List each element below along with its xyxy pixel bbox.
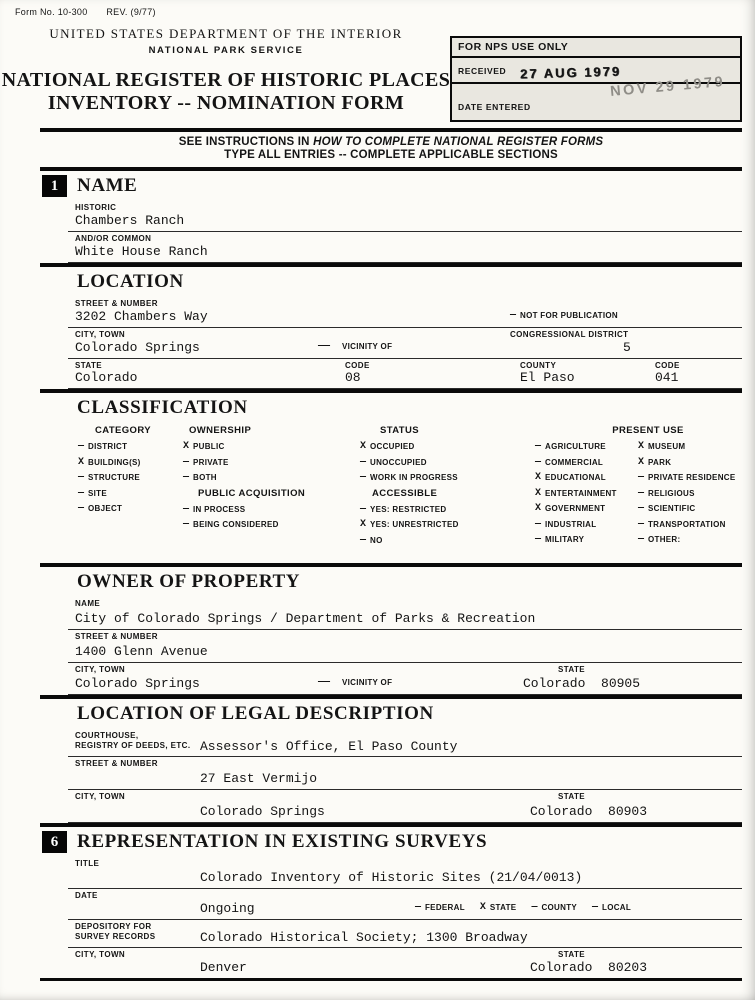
checkbox-label: SCIENTIFIC [648,504,696,514]
public-acquisition-header: PUBLIC ACQUISITION [198,487,306,499]
section-6-number-badge: 6 [42,831,67,853]
checkbox-federal [415,902,465,913]
state-value: Colorado [75,370,138,385]
department-title: UNITED STATES DEPARTMENT OF THE INTERIOR [49,26,403,41]
checkbox-mark: — [638,534,645,546]
checkbox-label: MILITARY [545,535,585,545]
checkbox-label: IN PROCESS [193,504,246,514]
common-name-field [68,232,742,263]
checkbox-unoccupied [360,455,535,471]
checkbox-label: EDUCATIONAL [545,473,606,483]
checkbox-mark: — [78,472,85,484]
section-name-header [40,171,742,201]
checkbox-mark: X [535,472,542,484]
checkbox-label: OCCUPIED [370,442,415,452]
checkbox-label: YES: UNRESTRICTED [370,520,459,530]
checkbox-label: COMMERCIAL [545,457,604,467]
courthouse-label-line2: REGISTRY OF DEEDS, ETC. [75,741,191,750]
checkbox-mark: — [360,472,367,484]
city-value: Colorado Springs [75,340,200,355]
state-county-row [68,359,742,389]
checkbox-mark: — [638,518,645,530]
survey-date-label: DATE [75,891,98,900]
instructions-line1 [40,136,742,149]
checkbox-mark: — [535,441,542,453]
checkbox-label: RELIGIOUS [648,488,695,498]
checkbox-mark: X [638,441,645,453]
checkbox-label: LOCAL [602,903,632,912]
historic-label: HISTORIC [75,203,117,212]
section-name [40,167,742,263]
nps-use-only-box [450,36,742,122]
street-value: 3202 Chambers Way [75,309,208,324]
form-revision: REV. (9/77) [106,7,156,17]
checkbox-mark: — [360,456,367,468]
owner-name-label: NAME [75,599,101,608]
checkbox-mark: — [183,456,190,468]
state-code-column [345,359,465,388]
checkbox-entertainment [535,486,635,502]
section-surveys [40,823,742,981]
survey-title-value: Colorado Inventory of Historic Sites (21/04/0013) [200,870,583,885]
historic-name-field [68,201,742,232]
checkbox-label: AGRICULTURE [545,442,606,452]
county-code-value: 041 [655,370,679,385]
legal-city-label: CITY, TOWN [75,792,126,801]
vicinity-flag [318,677,392,688]
checkbox-label: PRIVATE [193,457,229,467]
checkbox-mark: — [592,902,599,913]
received-label: RECEIVED [458,66,507,76]
county-code-column [655,359,745,388]
checkbox-mark: —— [318,677,331,688]
courthouse-field [68,729,742,757]
section-classification-header [40,393,742,423]
checkbox-label: SITE [88,488,107,498]
checkbox-mark: — [78,441,85,453]
checkbox-religious [638,486,755,502]
header-title-block [0,26,452,115]
county-value: El Paso [520,370,575,385]
checkbox-park [638,455,755,471]
section-surveys-header [40,827,742,857]
checkbox-mark: — [183,503,190,515]
checkbox-label: OTHER: [648,535,681,545]
checkbox-mark: — [638,472,645,484]
owner-state-value: Colorado 80905 [523,676,641,691]
checkbox-in-process [183,502,358,518]
checkbox-mark: X [479,902,486,913]
owner-city-label: CITY, TOWN [75,665,126,674]
instructions-line2: TYPE ALL ENTRIES -- COMPLETE APPLICABLE SECTIONS [224,149,558,161]
checkbox-mark: — [183,472,190,484]
checkbox-mark: X [360,441,367,453]
checkbox-educational [535,470,635,486]
register-title-line1: NATIONAL REGISTER OF HISTORIC PLACES [1,69,451,91]
checkbox-label: TRANSPORTATION [648,519,726,529]
checkbox-public [183,439,358,455]
survey-date-field [68,889,742,920]
form-number-row [0,7,755,17]
survey-city-label: CITY, TOWN [75,950,126,959]
date-entered-label: DATE ENTERED [458,102,531,112]
legal-street-value: 27 East Vermijo [200,771,318,786]
section-legal-header [40,699,742,729]
checkbox-label: INDUSTRIAL [545,519,597,529]
legal-street-label: STREET & NUMBER [75,759,158,768]
historic-value: Chambers Ranch [75,213,185,228]
checkbox-label: STRUCTURE [88,473,141,483]
checkbox-mark: — [78,487,85,499]
checkbox-mark: — [535,534,542,546]
checkbox-label: GOVERNMENT [545,504,606,514]
congressional-district-label: CONGRESSIONAL DISTRICT [510,330,629,339]
received-date-stamp: 27 AUG 1979 [519,63,622,82]
legal-city-value: Colorado Springs [200,804,325,819]
checkbox-label: COUNTY [541,903,578,912]
date-entered-stamp: NOV 29 1979 [609,74,726,100]
section-owner-header [40,567,742,597]
street-label: STREET & NUMBER [75,299,158,308]
checkbox-district [78,439,188,455]
courthouse-label-line1: COURTHOUSE, [75,731,139,740]
checkbox-work-in-progress [360,470,535,486]
checkbox-mark: — [360,534,367,546]
checkbox-label: BUILDING(S) [88,457,141,467]
state-column [75,359,330,388]
nps-box-title: FOR NPS USE ONLY [452,38,740,58]
checkbox-structure [78,470,188,486]
county-column [520,359,640,388]
legal-state-value: Colorado 80903 [530,804,648,819]
checkbox-mark: — [510,310,517,321]
section-3-heading: CLASSIFICATION [77,397,248,418]
section-4-heading: OWNER OF PROPERTY [77,571,301,592]
form-header [0,0,755,128]
section-5-heading: LOCATION OF LEGAL DESCRIPTION [77,703,434,724]
survey-level-flags [415,902,631,913]
checkbox-label: BOTH [193,473,217,483]
checkbox-mark: — [183,519,190,531]
checkbox-label: PARK [648,457,672,467]
legal-state-label: STATE [558,792,586,801]
checkbox-military [535,532,635,548]
owner-city-value: Colorado Springs [75,676,200,691]
checkbox-government [535,501,635,517]
checkbox-label: OBJECT [88,504,123,514]
checkbox-mark: — [415,902,422,913]
owner-state-label: STATE [558,665,586,674]
survey-date-value: Ongoing [200,901,255,916]
checkbox-mark: —— [318,341,331,352]
instructions-prefix: SEE INSTRUCTIONS IN [178,136,314,148]
owner-street-value: 1400 Glenn Avenue [75,644,208,659]
status-column [360,423,535,548]
state-label: STATE [75,361,103,370]
checkbox-industrial [535,517,635,533]
checkbox-state [480,902,517,913]
checkbox-other [638,532,755,548]
form-body [40,128,742,981]
owner-city-field [68,663,742,695]
section-classification [40,389,742,563]
checkbox-site [78,486,188,502]
checkbox-mark: — [535,456,542,468]
checkbox-occupied [360,439,535,455]
code-label: CODE [345,361,370,370]
owner-name-field [68,597,742,630]
checkbox-county [531,902,577,913]
checkbox-private [183,455,358,471]
checkbox-mark: X [535,487,542,499]
checkbox-label: BEING CONSIDERED [193,520,279,530]
present-use-header: PRESENT USE [612,425,684,436]
checkbox-label: PUBLIC [193,442,225,452]
vicinity-flag [318,341,392,352]
checkbox-being-considered [183,517,358,533]
city-field [68,328,742,359]
common-value: White House Ranch [75,244,208,259]
section-1-number-badge: 1 [42,175,67,197]
category-column [78,423,188,517]
checkbox-mark: X [638,456,645,468]
section-location-header [40,267,742,297]
checkbox-local [592,902,631,913]
congressional-district-value: 5 [623,340,631,355]
county-label: COUNTY [520,361,557,370]
street-field [68,297,742,328]
checkbox-label: NO [370,535,383,545]
checkbox-scientific [638,501,755,517]
common-label: AND/OR COMMON [75,234,152,243]
present-use-column-2 [638,439,755,548]
instructions-manual-title: HOW TO COMPLETE NATIONAL REGISTER FORMS [313,136,604,148]
checkbox-label: DISTRICT [88,442,128,452]
depository-label-line2: SURVEY RECORDS [75,932,156,941]
checkbox-mark: X [360,519,367,531]
checkbox-commercial [535,455,635,471]
checkbox-label: YES: RESTRICTED [370,504,447,514]
checkbox-label: UNOCCUPIED [370,457,427,467]
owner-street-field [68,630,742,663]
not-for-publication-flag [510,310,618,321]
checkbox-mark: — [638,487,645,499]
checkbox-label: VICINITY OF [342,342,393,351]
checkbox-transportation [638,517,755,533]
instructions-banner [40,128,742,167]
depository-value: Colorado Historical Society; 1300 Broadway [200,930,528,945]
survey-title-label: TITLE [75,859,100,868]
checkbox-object [78,501,188,517]
owner-name-value: City of Colorado Springs / Department of Parks & Recreation [75,611,536,626]
checkbox-mark: — [531,902,538,913]
status-header: STATUS [380,425,419,436]
checkbox-label: FEDERAL [425,903,465,912]
checkbox-buildings [78,455,188,471]
section-owner [40,563,742,695]
owner-street-label: STREET & NUMBER [75,632,158,641]
state-code-value: 08 [345,370,361,385]
checkbox-label: STATE [489,903,517,912]
checkbox-label: PRIVATE RESIDENCE [648,473,736,483]
checkbox-mark: X [183,441,190,453]
ownership-column [183,423,358,533]
courthouse-value: Assessor's Office, El Paso County [200,739,458,754]
accessible-header: ACCESSIBLE [372,487,438,499]
checkbox-label: VICINITY OF [342,678,393,687]
depository-label-line1: DEPOSITORY FOR [75,922,152,931]
agency-title: NATIONAL PARK SERVICE [148,45,304,56]
survey-state-label: STATE [558,950,586,959]
section-2-heading: LOCATION [77,271,184,292]
checkbox-private-residence [638,470,755,486]
checkbox-yes-restricted [360,502,535,518]
survey-title-field [68,857,742,889]
survey-city-value: Denver [200,960,247,975]
checkbox-mark: — [78,503,85,515]
city-label: CITY, TOWN [75,330,126,339]
checkbox-both [183,470,358,486]
checkbox-label: ENTERTAINMENT [545,488,617,498]
survey-city-field [68,948,742,978]
checkbox-label: WORK IN PROGRESS [370,473,458,483]
survey-state-value: Colorado 80203 [530,960,648,975]
checkbox-museum [638,439,755,455]
register-title-line2: INVENTORY -- NOMINATION FORM [47,92,405,114]
checkbox-mark: — [638,503,645,515]
checkbox-agriculture [535,439,635,455]
checkbox-mark: X [78,456,85,468]
section-6-heading: REPRESENTATION IN EXISTING SURVEYS [77,831,488,852]
checkbox-label: NOT FOR PUBLICATION [520,311,618,320]
checkbox-mark: — [360,503,367,515]
county-code-label: CODE [655,361,680,370]
ownership-header: OWNERSHIP [189,425,252,436]
checkbox-mark: X [535,503,542,515]
depository-field [68,920,742,948]
section-location [40,263,742,389]
section-legal [40,695,742,823]
section-1-heading: NAME [77,175,138,196]
form-number: Form No. 10-300 [15,7,88,17]
classification-grid [68,423,742,563]
present-use-column-1 [535,439,635,548]
checkbox-yes-unrestricted [360,517,535,533]
checkbox-mark: — [535,518,542,530]
checkbox-no [360,533,535,549]
legal-city-field [68,790,742,823]
category-header: CATEGORY [95,425,151,436]
legal-street-field [68,757,742,790]
checkbox-label: MUSEUM [648,442,686,452]
